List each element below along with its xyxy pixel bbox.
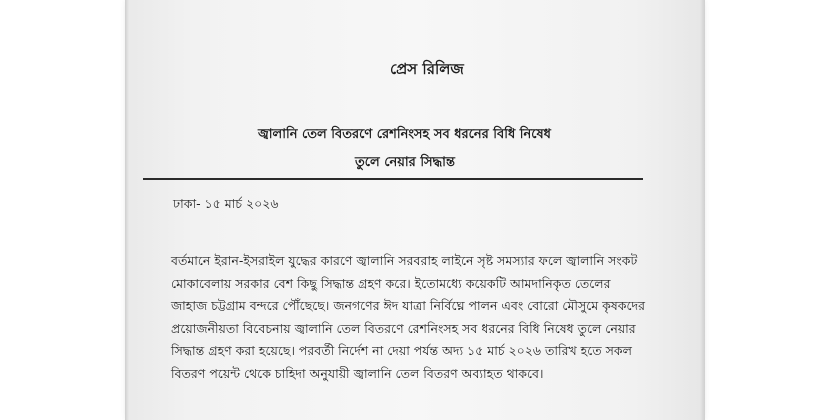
headline-line-2: তুলে নেয়ার সিদ্ধান্ত <box>355 155 455 170</box>
headline-line-1: জ্বালানি তেল বিতরণে রেশনিংসহ সব ধরনের বিধি নিষেধ <box>258 127 551 142</box>
paper-sheet <box>125 0 705 420</box>
body-line: সিদ্ধান্ত গ্রহণ করা হয়েছে। পরবর্তী নির্দেশ না দেয়া পর্যন্ত অদ্য ১৫ মার্চ ২০২৬ তারিখ হতে সকল <box>171 343 632 358</box>
body-line: বর্তমানে ইরান-ইসরাইল যুদ্ধের কারণে জ্বালানি সরবরাহ লাইনে সৃষ্ট সমস্যার ফলে জ্বালানি সংকট <box>171 253 638 268</box>
paper-left-shadow <box>125 0 129 420</box>
body-line: বিতরণ পয়েন্ট থেকে চাহিদা অনুযায়ী জ্বালানি তেল বিতরণ অব্যাহত থাকবে। <box>171 365 544 381</box>
body-line: মোকাবেলায় সরকার বেশ কিছু সিদ্ধান্ত গ্রহণ করে। ইতোমধ্যে কয়েকটি আমদানিকৃত তেলের <box>171 275 611 291</box>
body-paragraph <box>171 250 701 385</box>
headline-divider <box>143 178 643 180</box>
press-release-title: প্রেস রিলিজ <box>390 60 464 78</box>
body-line: প্রয়োজনীয়তা বিবেচনায় জ্বালানি তেল বিতরণে রেশনিংসহ সব ধরনের বিধি নিষেধ তুলে নেয়ার <box>171 320 636 336</box>
dateline: ঢাকা- ১৫ মার্চ ২০২৬ <box>173 196 279 211</box>
body-line: জাহাজ চট্টগ্রাম বন্দরে পৌঁছেছে। জনগণের ঈদ যাত্রা নির্বিঘ্নে পালন এবং বোরো মৌসুমে কৃষকদের <box>171 298 645 313</box>
